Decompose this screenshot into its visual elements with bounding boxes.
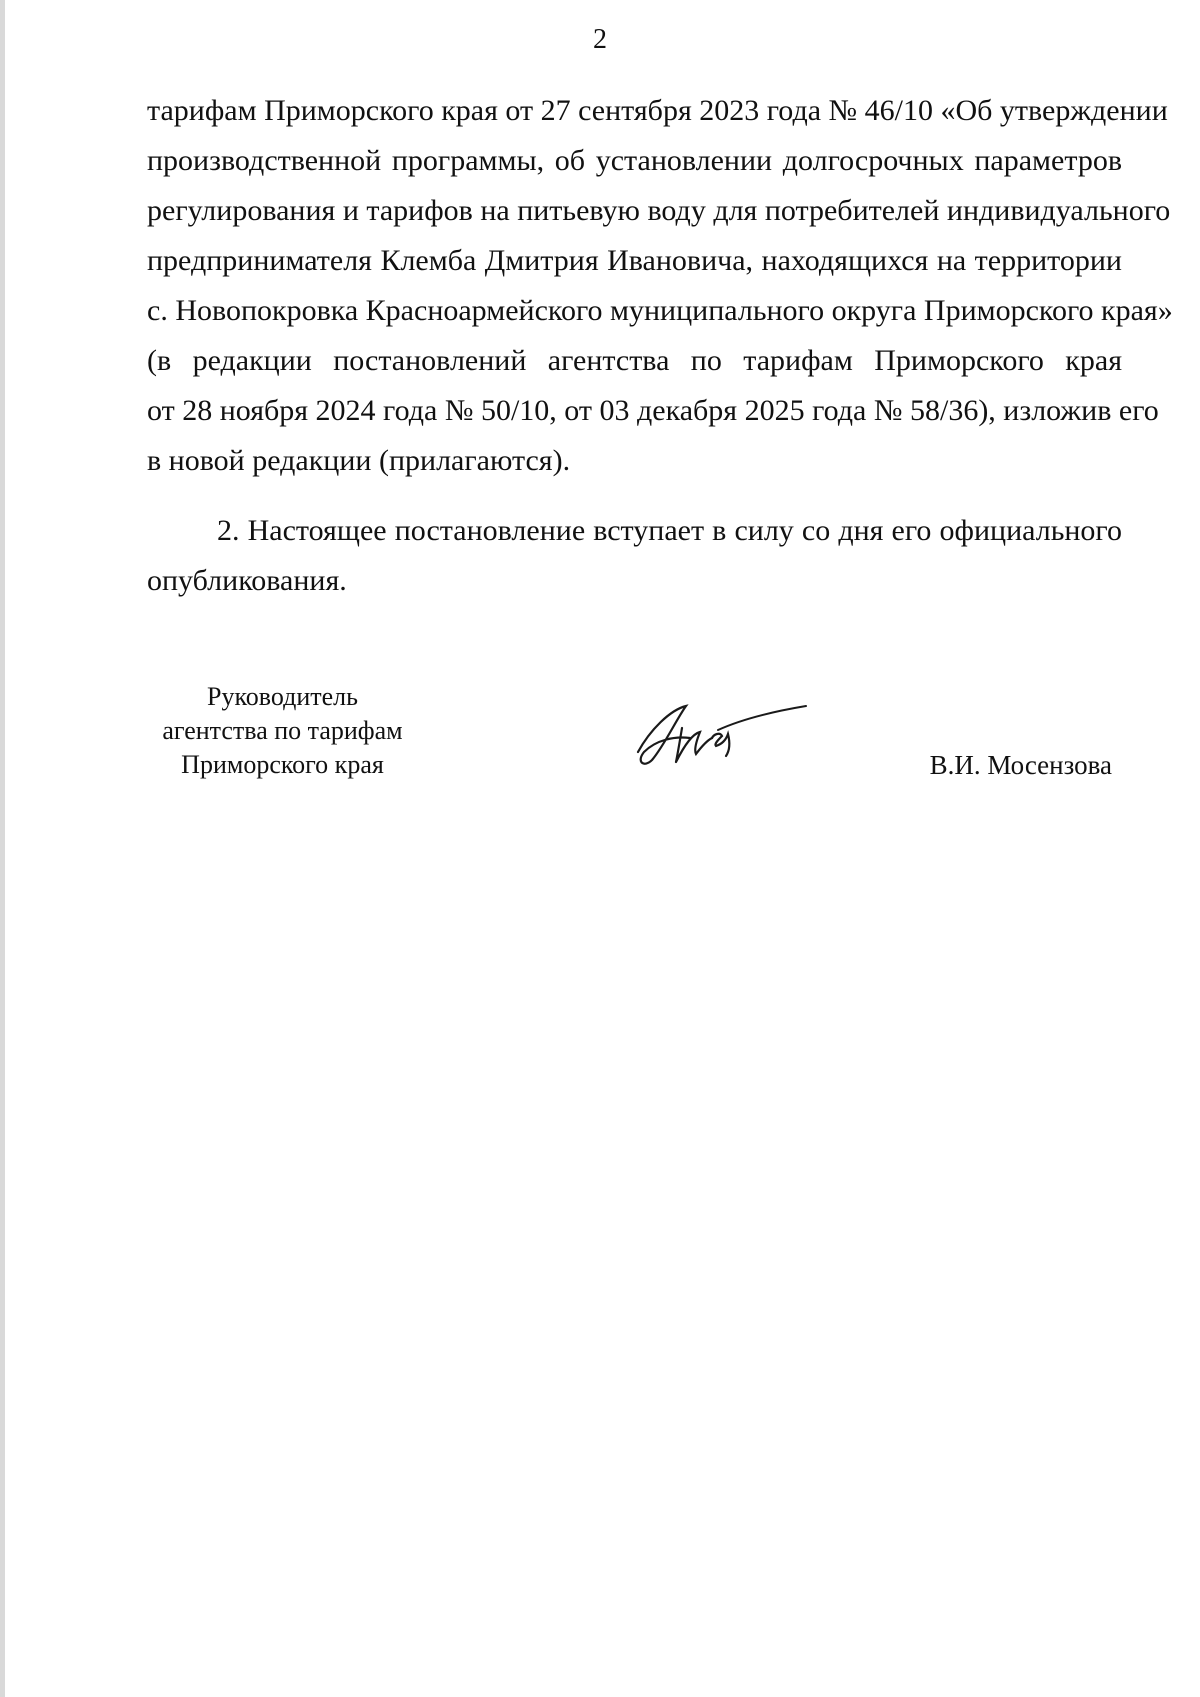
page-number: 2 <box>593 24 607 55</box>
signer-name: В.И. Мосензова <box>929 750 1112 780</box>
text-line: предпринимателя Клемба Дмитрия Ивановича, находящихся на территории <box>147 244 1122 277</box>
position-line: агентства по тарифам <box>162 716 403 745</box>
text-line: с. Новопокровка Красноармейского муниципального округа Приморского края» <box>147 294 1173 327</box>
text-line: производственной программы, об установлении долгосрочных параметров <box>147 144 1122 177</box>
document-body <box>147 86 1173 606</box>
text-line: в новой редакции (прилагаются). <box>147 444 571 477</box>
text-line: тарифам Приморского края от 27 сентября 2023 года № 46/10 «Об утверждении <box>147 94 1168 127</box>
position-line: Приморского края <box>181 750 384 779</box>
text-line: 2. Настоящее постановление вступает в силу со дня его официального <box>217 514 1122 547</box>
paragraph-2 <box>147 506 1122 606</box>
text-line: (в редакции постановлений агентства по тарифам Приморского края <box>147 344 1122 377</box>
text-line: регулирования и тарифов на питьевую воду для потребителей индивидуального <box>147 194 1171 227</box>
handwritten-signature-icon <box>630 690 810 785</box>
position-line: Руководитель <box>207 682 358 711</box>
signatory-position <box>140 680 425 782</box>
scan-edge <box>0 0 5 1697</box>
text-line: опубликования. <box>147 564 347 597</box>
paragraph-1 <box>147 86 1173 486</box>
text-line: от 28 ноября 2024 года № 50/10, от 03 декабря 2025 года № 58/36), изложив его <box>147 394 1159 427</box>
